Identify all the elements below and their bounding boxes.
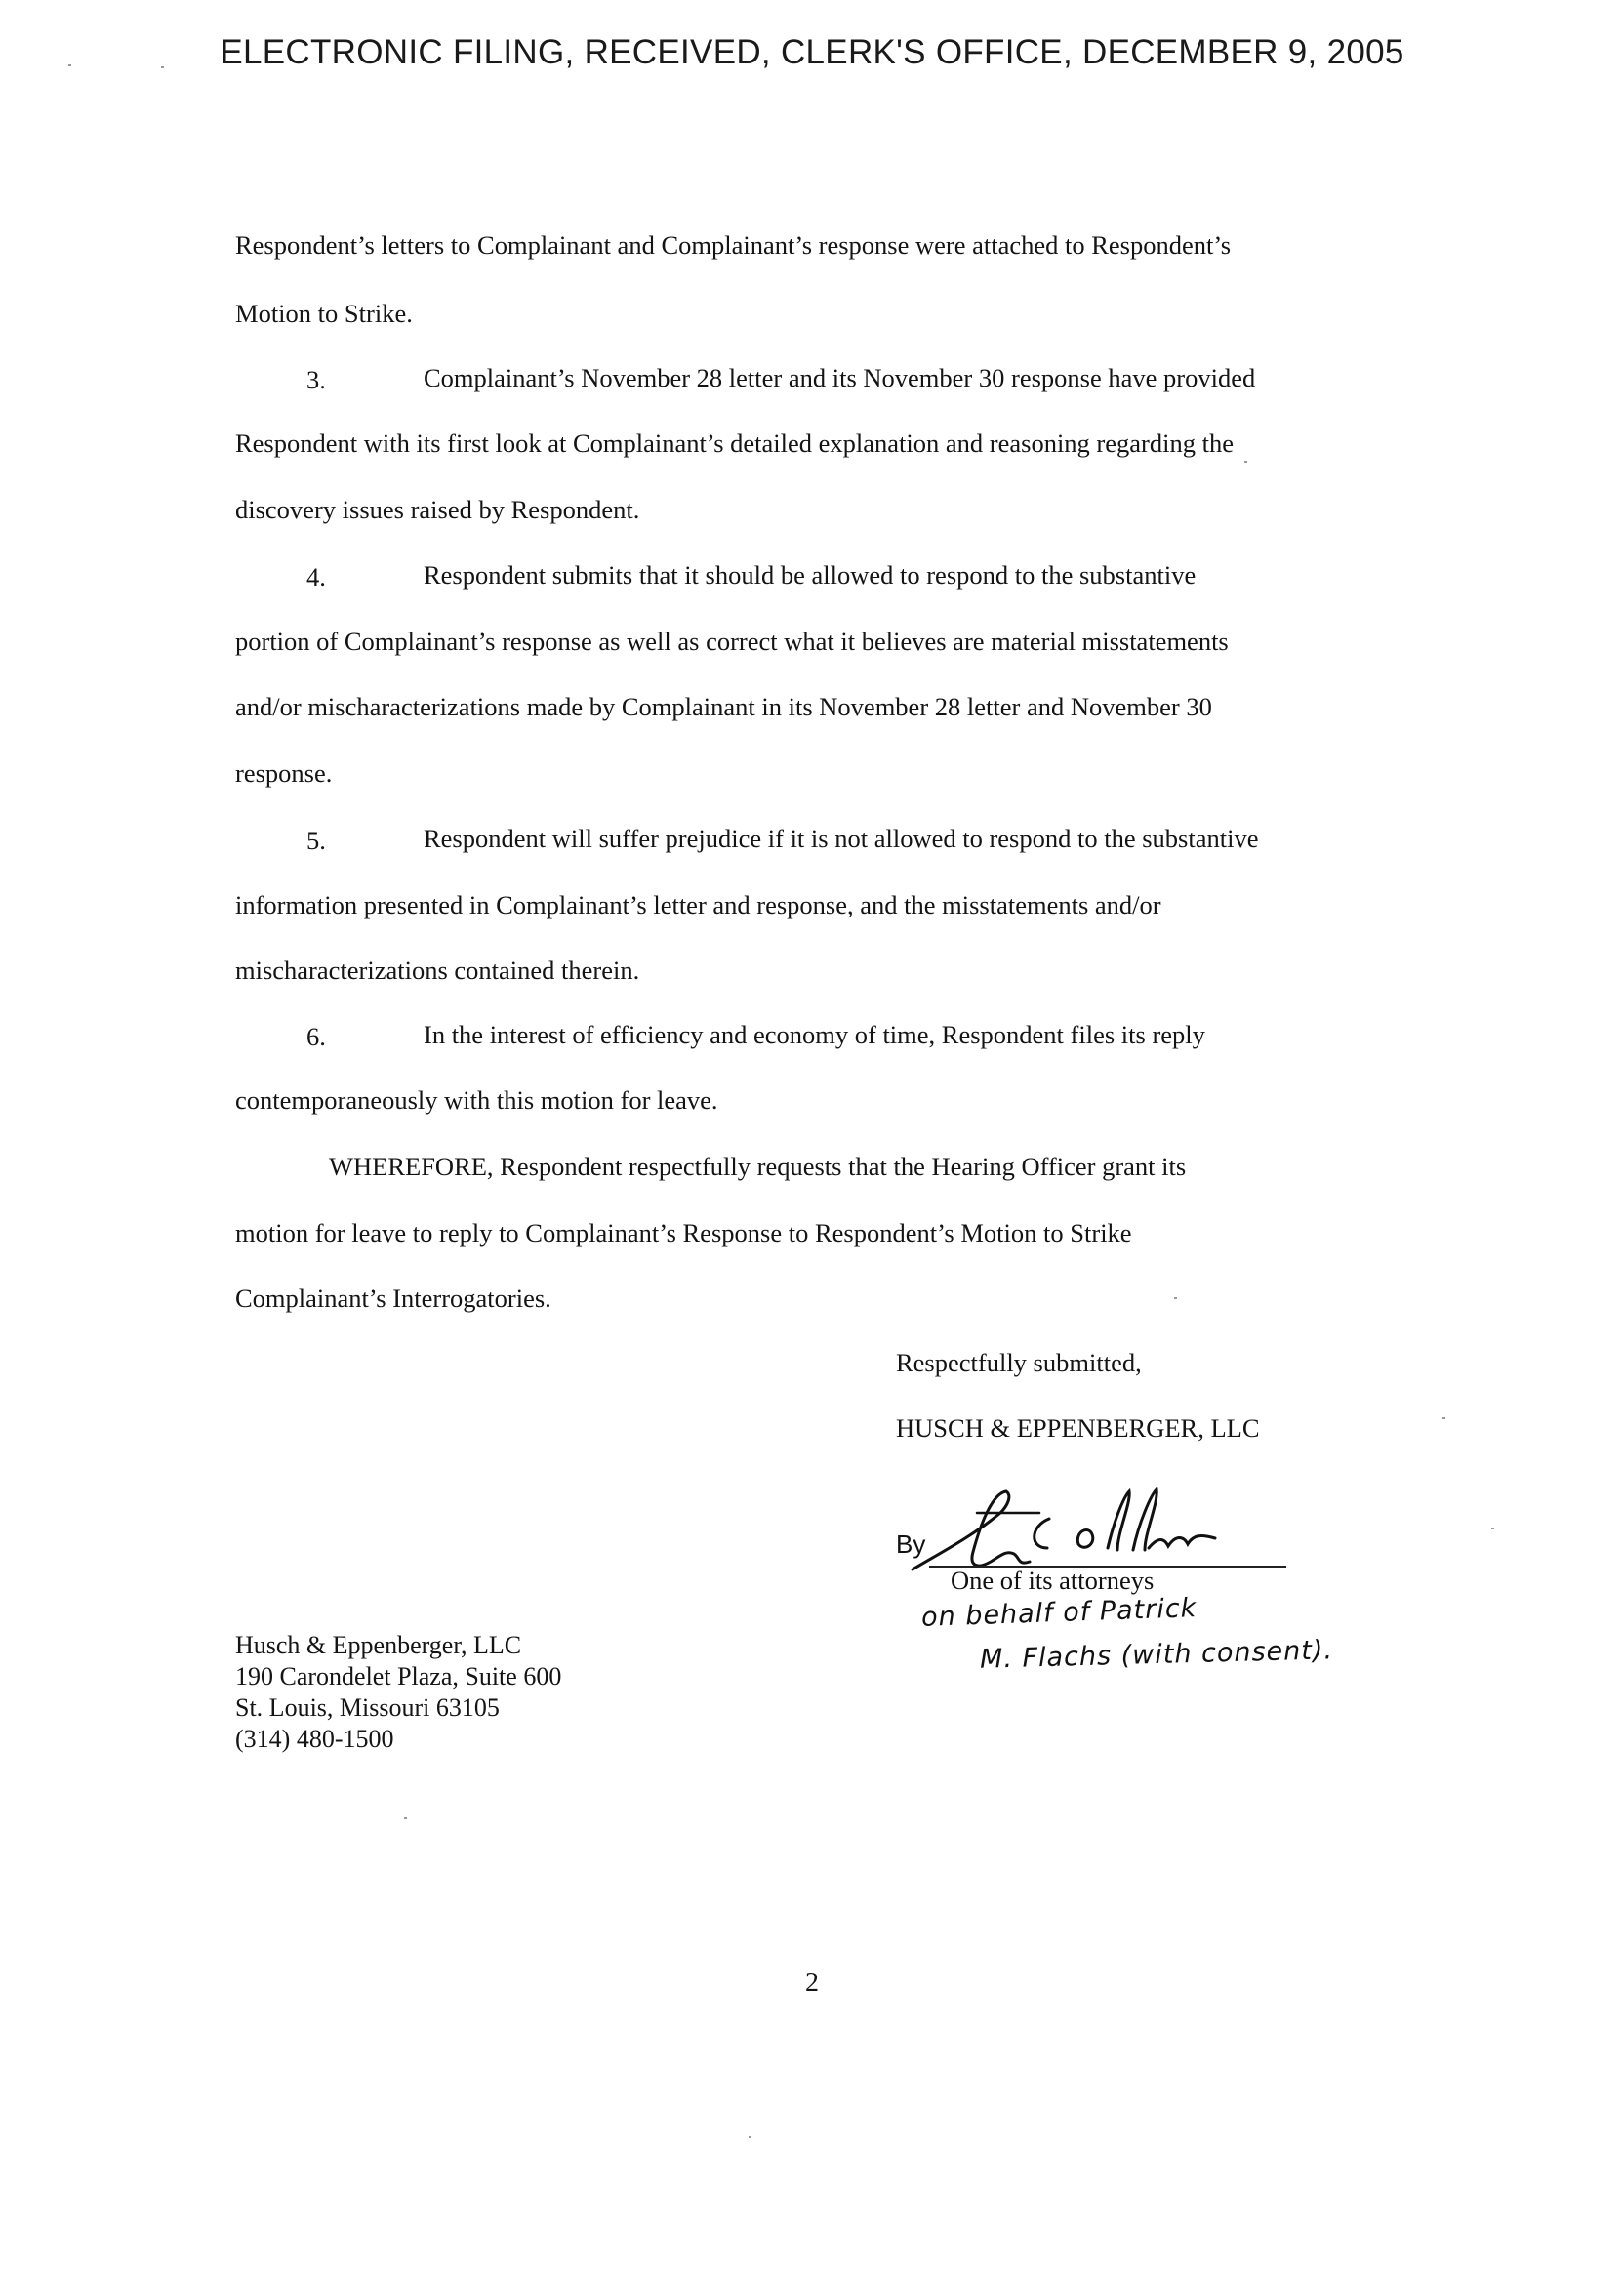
scan-speck — [1244, 461, 1247, 463]
closing-text: Respectfully submitted, — [896, 1348, 1142, 1377]
paragraph-6-number: 6. — [306, 1022, 326, 1051]
scan-speck — [404, 1817, 407, 1819]
paragraph-5-line-3: mischaracterizations contained therein. — [235, 956, 640, 985]
paragraph-4-line-4: response. — [235, 758, 333, 788]
intro-line-1: Respondent’s letters to Complainant and Complainant’s response were attached to Respondent’s — [235, 230, 1232, 260]
paragraph-6-line-1: In the interest of efficiency and economy of time, Respondent files its reply — [424, 1020, 1205, 1049]
filing-stamp-header: ELECTRONIC FILING, RECEIVED, CLERK'S OFFICE, DECEMBER 9, 2005 — [220, 33, 1404, 71]
address-phone: (314) 480-1500 — [235, 1725, 394, 1753]
by-label: By — [896, 1529, 926, 1559]
address-street: 190 Carondelet Plaza, Suite 600 — [235, 1662, 562, 1691]
paragraph-5-number: 5. — [306, 826, 326, 855]
wherefore-line-3: Complainant’s Interrogatories. — [235, 1284, 551, 1313]
firm-signature-name: HUSCH & EPPENBERGER, LLC — [896, 1413, 1260, 1443]
paragraph-5-line-1: Respondent will suffer prejudice if it is not allowed to respond to the substantive — [424, 824, 1259, 853]
scan-speck — [161, 66, 164, 68]
paragraph-3-line-2: Respondent with its first look at Complainant’s detailed explanation and reasoning regarding the — [235, 428, 1234, 458]
attorney-role: One of its attorneys — [951, 1566, 1155, 1595]
scan-speck — [68, 64, 71, 66]
paragraph-4-line-1: Respondent submits that it should be allowed to respond to the substantive — [424, 560, 1197, 590]
address-firm: Husch & Eppenberger, LLC — [235, 1631, 522, 1659]
paragraph-6-line-2: contemporaneously with this motion for leave. — [235, 1085, 718, 1115]
paragraph-3-number: 3. — [306, 365, 326, 394]
wherefore-line-1: WHEREFORE, Respondent respectfully requests that the Hearing Officer grant its — [329, 1152, 1187, 1181]
paragraph-3-line-3: discovery issues raised by Respondent. — [235, 495, 640, 524]
scan-speck — [1491, 1528, 1494, 1529]
document-body — [235, 0, 1387, 1366]
intro-line-2: Motion to Strike. — [235, 299, 413, 328]
paragraph-5-line-2: information presented in Complainant’s letter and response, and the misstatements and/or — [235, 890, 1161, 919]
scan-speck — [1174, 1297, 1177, 1299]
scan-speck — [1442, 1417, 1445, 1419]
handwritten-note-line-2: M. Flachs (with consent). — [979, 1635, 1334, 1675]
scan-speck — [749, 2136, 751, 2138]
handwritten-note-line-1: on behalf of Patrick — [920, 1593, 1198, 1633]
address-city: St. Louis, Missouri 63105 — [235, 1693, 500, 1722]
page-number: 2 — [805, 1968, 819, 1998]
paragraph-3-line-1: Complainant’s November 28 letter and its November 30 response have provided — [424, 363, 1256, 392]
paragraph-4-line-2: portion of Complainant’s response as well as correct what it believes are material misstatements — [235, 627, 1229, 656]
firm-address-block — [235, 1630, 561, 1755]
paragraph-4-number: 4. — [306, 562, 326, 591]
wherefore-line-2: motion for leave to reply to Complainant’s Response to Respondent’s Motion to Strike — [235, 1218, 1132, 1247]
paragraph-4-line-3: and/or mischaracterizations made by Complainant in its November 28 letter and November 30 — [235, 692, 1212, 721]
